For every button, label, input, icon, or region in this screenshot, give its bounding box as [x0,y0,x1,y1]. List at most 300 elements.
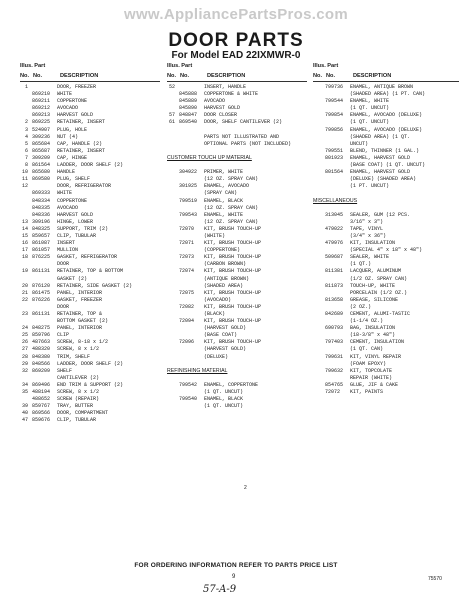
part-number: 799856 [325,126,344,133]
part-description: (HARVEST GOLD) [204,346,247,353]
part-number: 799544 [325,98,344,105]
part-row [313,233,459,240]
part-row [167,205,307,212]
part-description: (CARBON BROWN) [204,261,247,268]
part-number: 869540 [179,119,198,126]
part-number: 848847 [179,112,198,119]
part-description: COPPERTONE [57,197,88,204]
part-number: 859767 [32,403,51,410]
part-number: 865680 [32,169,51,176]
part-row [20,198,160,205]
part-number: 869496 [32,381,51,388]
part-row [20,176,160,183]
part-number: 869213 [32,112,51,119]
part-description: (FOAM EPOXY) [350,360,387,367]
part-description: DOOR, FREEZER [57,84,97,90]
part-description: INSERT [57,240,76,247]
illus-number: 24 [21,325,28,332]
part-row [20,304,160,311]
part-row [20,339,160,346]
illus-number: 17 [21,247,28,254]
illus-number: 2 [24,119,28,126]
part-row [313,212,459,219]
part-description: ENAMEL, HARVEST GOLD [350,169,411,176]
part-description: INSERT, HANDLE [204,84,247,90]
part-row [20,332,160,339]
header-no: No. [20,73,30,79]
illus-number: 21 [21,289,28,296]
illus-number: 8 [24,162,28,169]
part-row [313,127,459,134]
part-description: OPTIONAL PARTS (NOT INCLUDED) [204,140,292,147]
part-description: (COPPERTONE) [204,247,241,254]
part-description: CUSTOMER TOUCH UP MATERIAL [167,154,252,161]
part-description: PANEL, INTERIOR [57,289,103,296]
part-row [313,389,459,396]
header-part-no: No. [180,73,190,79]
part-description: CLIP, TUBULAR [57,232,97,239]
part-row [20,162,160,169]
ordering-footer: FOR ORDERING INFORMATION REFER TO PARTS PRICE LIST [134,562,338,569]
part-row [167,247,307,254]
illus-number: 40 [21,410,28,417]
part-row [313,375,459,382]
part-description: ENAMEL, AVOCADO (DELUXE) [350,112,423,119]
part-row [167,127,307,134]
part-row [167,311,307,318]
part-number: 869566 [32,410,51,417]
part-number: 861131 [32,268,51,275]
part-row [20,212,160,219]
part-description: SCREW, 8-18 x 1/2 [57,339,109,346]
part-row [167,212,307,219]
part-row [167,219,307,226]
part-number: 313045 [325,211,344,218]
part-row [167,148,307,155]
part-description: PANEL, INTERIOR [57,325,103,332]
part-row [313,98,459,105]
part-description: GASKET, REFRIGERATOR [57,254,118,261]
part-row [313,219,459,226]
illus-number: 15 [21,232,28,239]
part-row [167,261,307,268]
part-row [20,226,160,233]
part-description: (HARVEST GOLD) [204,325,247,332]
illus-number: 20 [21,282,28,289]
part-description: PARTS NOT ILLUSTRATED AND [204,133,280,140]
part-number: 799632 [325,367,344,374]
part-row [20,141,160,148]
part-row [167,283,307,290]
part-row [20,190,160,197]
part-number: 304922 [179,169,198,176]
part-row [313,311,459,318]
header-illus-part: Illus. Part [313,63,339,69]
part-number: 848566 [32,360,51,367]
part-number: 72094 [179,318,195,325]
part-row [20,290,160,297]
part-number: 811873 [325,282,344,289]
part-row [313,183,459,190]
part-number: 869225 [32,119,51,126]
part-number: 72075 [179,289,195,296]
part-row [20,361,160,368]
part-description: (12 OZ. SPRAY CAN) [204,218,259,225]
part-row [167,396,307,403]
part-description: CLIP [57,332,70,339]
part-number: 861057 [32,247,51,254]
part-description: (ANTIQUE BROWN) [204,275,250,282]
part-description: RETAINER, TOP & [57,311,103,317]
part-number: 309196 [32,218,51,225]
part-description: LADDER, DOOR SHELF (2) [57,162,124,169]
part-number: 72071 [179,240,195,247]
illus-number: 52 [168,84,175,90]
part-row [167,240,307,247]
part-row [20,410,160,417]
header-part-no: No. [33,73,43,79]
part-description: SEALER, GUM (12 PCS. [350,211,411,218]
part-number: 524907 [32,126,51,133]
part-description: (DELUXE) [204,353,229,360]
part-row [313,382,459,389]
illus-number: 23 [21,311,28,317]
part-description: PLUG, HOLE [57,126,88,133]
illus-number: 61 [168,119,175,126]
illus-number: 32 [21,367,28,374]
part-description: SCREW, 8 x 1/2 [57,389,100,396]
part-description: (3/4" x 36") [350,232,387,239]
part-description: TAPE, VINYL [350,225,384,232]
part-row [313,276,459,283]
part-row [20,396,160,403]
part-row [313,368,459,375]
part-row [20,169,160,176]
part-description: WHITE [57,91,73,98]
part-number: 869212 [32,105,51,112]
part-description: TRAY, BUTTER [57,403,94,410]
illus-number: 3 [24,126,28,133]
part-number: 869209 [32,367,51,374]
part-row [20,84,160,91]
part-number: 869580 [32,176,51,183]
part-number: 488194 [32,389,51,396]
part-description: RETAINER, SIDE GASKET (2) [57,282,133,289]
part-description: TRIM, SHELF [57,353,91,360]
part-number: 72096 [179,339,195,346]
part-number: 876225 [32,254,51,261]
illus-number: 26 [21,339,28,346]
illus-number: 1 [24,84,28,90]
watermark-text: www.AppliancePartsPros.com [124,6,348,23]
part-description: KIT, BRUSH TOUCH-UP [204,254,262,261]
part-row [313,283,459,290]
part-row [167,318,307,325]
part-row [313,134,459,141]
part-number: 845889 [179,98,198,105]
part-row [20,283,160,290]
part-description: CEMENT, INSULATION [350,339,405,346]
part-row [167,346,307,353]
part-description: DOOR [57,261,70,268]
illus-number: 25 [21,332,28,339]
part-description: KIT, INSULATION [350,240,396,247]
page-title: DOOR PARTS [168,30,304,51]
illus-number: 14 [21,225,28,232]
part-number: 869211 [32,98,51,105]
part-row [20,155,160,162]
part-row [20,233,160,240]
part-description: MISCELLANEOUS [313,197,358,204]
part-row [313,297,459,304]
part-row [167,141,307,148]
part-description: BOTTOM GASKET (2) [57,318,109,325]
part-description: DOOR CLOSER [204,112,238,119]
part-row [167,354,307,361]
part-description: AVOCADO [57,204,79,211]
part-row [313,169,459,176]
part-number: 799736 [325,84,344,90]
part-row [20,318,160,325]
part-row [20,148,160,155]
part-number: 797403 [325,339,344,346]
part-description: KIT, BRUSH TOUCH-UP [204,225,262,232]
part-number: 861087 [32,240,51,247]
part-number: 487663 [32,339,51,346]
part-description: DOOR, REFRIGERATOR [57,183,112,190]
part-row [20,325,160,332]
part-description: SHELF [57,367,73,374]
part-row [313,346,459,353]
parts-column-1 [20,60,160,425]
part-row [313,190,459,197]
header-description: DESCRIPTION [353,73,392,79]
part-number: 479022 [325,225,344,232]
part-row [167,112,307,119]
part-description: KIT, BRUSH TOUCH-UP [204,339,262,346]
part-row [20,417,160,424]
part-row [167,361,307,368]
illus-number: 22 [21,296,28,303]
part-description: SUPPORT, TRIM (2) [57,225,109,232]
illus-number: 34 [21,381,28,388]
part-number: 799543 [179,211,198,218]
part-description: (SPECIAL 4" x 18" x 48") [350,247,423,254]
part-description: MULLION [57,247,79,254]
part-number: 72070 [179,225,195,232]
part-description: COPPERTONE [57,98,88,105]
illus-number: 29 [21,360,28,367]
part-row [167,382,307,389]
part-description: (SHADED AREA) (1 QT. [350,133,411,140]
section-heading [167,368,307,375]
part-number: 509687 [325,254,344,261]
section-heading [313,198,459,205]
part-description: ENAMEL, AVOCADO [204,183,250,190]
part-description: SCREW (REPAIR) [57,396,100,403]
part-number: 488320 [32,346,51,353]
part-row [313,290,459,297]
part-row [20,240,160,247]
part-number: 845888 [179,91,198,98]
part-description: PORCELAIN (1/2 OZ.) [350,289,408,296]
part-description: (18-3/8" x 48") [350,332,396,339]
part-description: HARVEST GOLD [57,211,94,218]
part-row [20,91,160,98]
part-description: (12 OZ. SPRAY CAN) [204,204,259,211]
part-description: (1 QT. UNCUT) [204,389,244,396]
part-description: DOOR, COMPARTMENT [57,410,109,417]
parts-list [20,82,160,425]
part-row [20,368,160,375]
part-description: (1 PT. UNCUT) [350,183,390,190]
illus-number: 27 [21,346,28,353]
parts-list [313,82,459,396]
part-description: (DELUXE) (SHADED AREA) [350,176,417,183]
part-description: ENAMEL, WHITE [350,98,390,105]
part-row [20,268,160,275]
part-row [167,325,307,332]
part-row [20,119,160,126]
part-description: DOOR, SHELF CANTILEVER (2) [204,119,283,126]
header-no: No. [167,73,177,79]
part-row [167,389,307,396]
part-row [313,332,459,339]
handwritten-note: 57-A-9 [203,584,237,595]
part-row [167,339,307,346]
part-row [313,325,459,332]
part-row [167,403,307,410]
part-row [20,134,160,141]
part-description: ENAMEL, COPPERTONE [204,381,259,388]
part-row [167,134,307,141]
model-subtitle: For Model EAD 22IXMWR-0 [171,50,301,61]
part-number: 861564 [32,162,51,169]
part-row [313,361,459,368]
part-description: RETAINER, INSERT [57,119,106,126]
illus-number: 6 [24,147,28,154]
header-no: No. [313,73,323,79]
part-row [167,233,307,240]
illus-number: 18 [21,254,28,261]
part-row [313,205,459,212]
header-illus-part: Illus. Part [20,63,46,69]
part-description: (AVOCADO) [204,296,232,303]
column-header [313,60,459,82]
part-row [313,318,459,325]
part-row [20,98,160,105]
part-number: 865684 [32,140,51,147]
illus-number: 12 [21,183,28,190]
part-number: 801923 [325,154,344,161]
part-number: 799542 [179,381,198,388]
part-number: 848325 [32,225,51,232]
parts-column-3 [313,60,459,396]
illus-number: 7 [24,154,28,161]
part-description: REPAIR (WHITE) [350,374,393,381]
part-row [167,119,307,126]
header-description: DESCRIPTION [60,73,99,79]
part-row [20,346,160,353]
part-row [313,304,459,311]
part-number: 799519 [179,197,198,204]
illus-number: 39 [21,403,28,410]
part-number: 72074 [179,268,195,275]
part-row [167,375,307,382]
part-row [20,389,160,396]
part-description: REFINISHING MATERIAL [167,367,228,374]
part-description: CEMENT, ALUMI-TASTIC [350,311,411,317]
part-description: AVOCADO [204,98,226,105]
part-description: (BASE COAT) [204,332,238,339]
part-description: BAG, INSULATION [350,325,396,332]
part-description: ENAMEL, ANTIQUE BROWN [350,84,414,90]
part-number: 869210 [32,91,51,98]
part-row [20,205,160,212]
part-row [167,304,307,311]
part-row [167,98,307,105]
part-number: 799551 [325,147,344,154]
part-description: END TRIM & SUPPORT (2) [57,381,124,388]
illus-number: 13 [21,218,28,225]
part-row [313,354,459,361]
part-row [20,403,160,410]
part-number: 801564 [325,169,344,176]
part-row [313,240,459,247]
part-row [167,162,307,169]
part-row [313,91,459,98]
part-description: LACQUER, ALUMINUM [350,268,402,275]
part-description: KIT, BRUSH TOUCH-UP [204,303,262,310]
part-description: NUT (4) [57,133,79,140]
part-row [167,254,307,261]
part-description: CANTILEVER (2) [57,374,100,381]
part-description: KIT, BRUSH TOUCH-UP [204,318,262,325]
part-number: 848335 [32,204,51,211]
part-row [313,84,459,91]
part-number: 854765 [325,381,344,388]
part-row [313,226,459,233]
part-row [313,254,459,261]
part-description: SCREW, 8 x 1/2 [57,346,100,353]
part-description: GASKET (2) [57,275,88,282]
part-number: 488652 [32,396,51,403]
part-description: ENAMEL, BLACK [204,396,244,403]
part-row [167,290,307,297]
part-number: 799540 [179,396,198,403]
part-row [167,183,307,190]
part-row [167,268,307,275]
part-number: 799854 [325,112,344,119]
parts-column-2 [167,60,307,410]
part-number: 865687 [32,147,51,154]
part-description: COPPERTONE & WHITE [204,91,259,98]
part-row [20,112,160,119]
part-description: HINGE, LOWER [57,218,94,225]
part-description: KIT, BRUSH TOUCH-UP [204,268,262,275]
part-number: 859796 [32,332,51,339]
part-row [167,91,307,98]
part-row [313,339,459,346]
part-description: (SHADED AREA) (1 PT. CAN) [350,91,426,98]
page-code: 75570 [428,576,442,582]
part-row [20,297,160,304]
part-description: PLUG, SHELF [57,176,91,183]
part-description: (1 QT. UNCUT) [350,119,390,126]
illus-number: 19 [21,268,28,275]
part-number: 301925 [179,183,198,190]
part-description: (SPRAY CAN) [204,190,238,197]
